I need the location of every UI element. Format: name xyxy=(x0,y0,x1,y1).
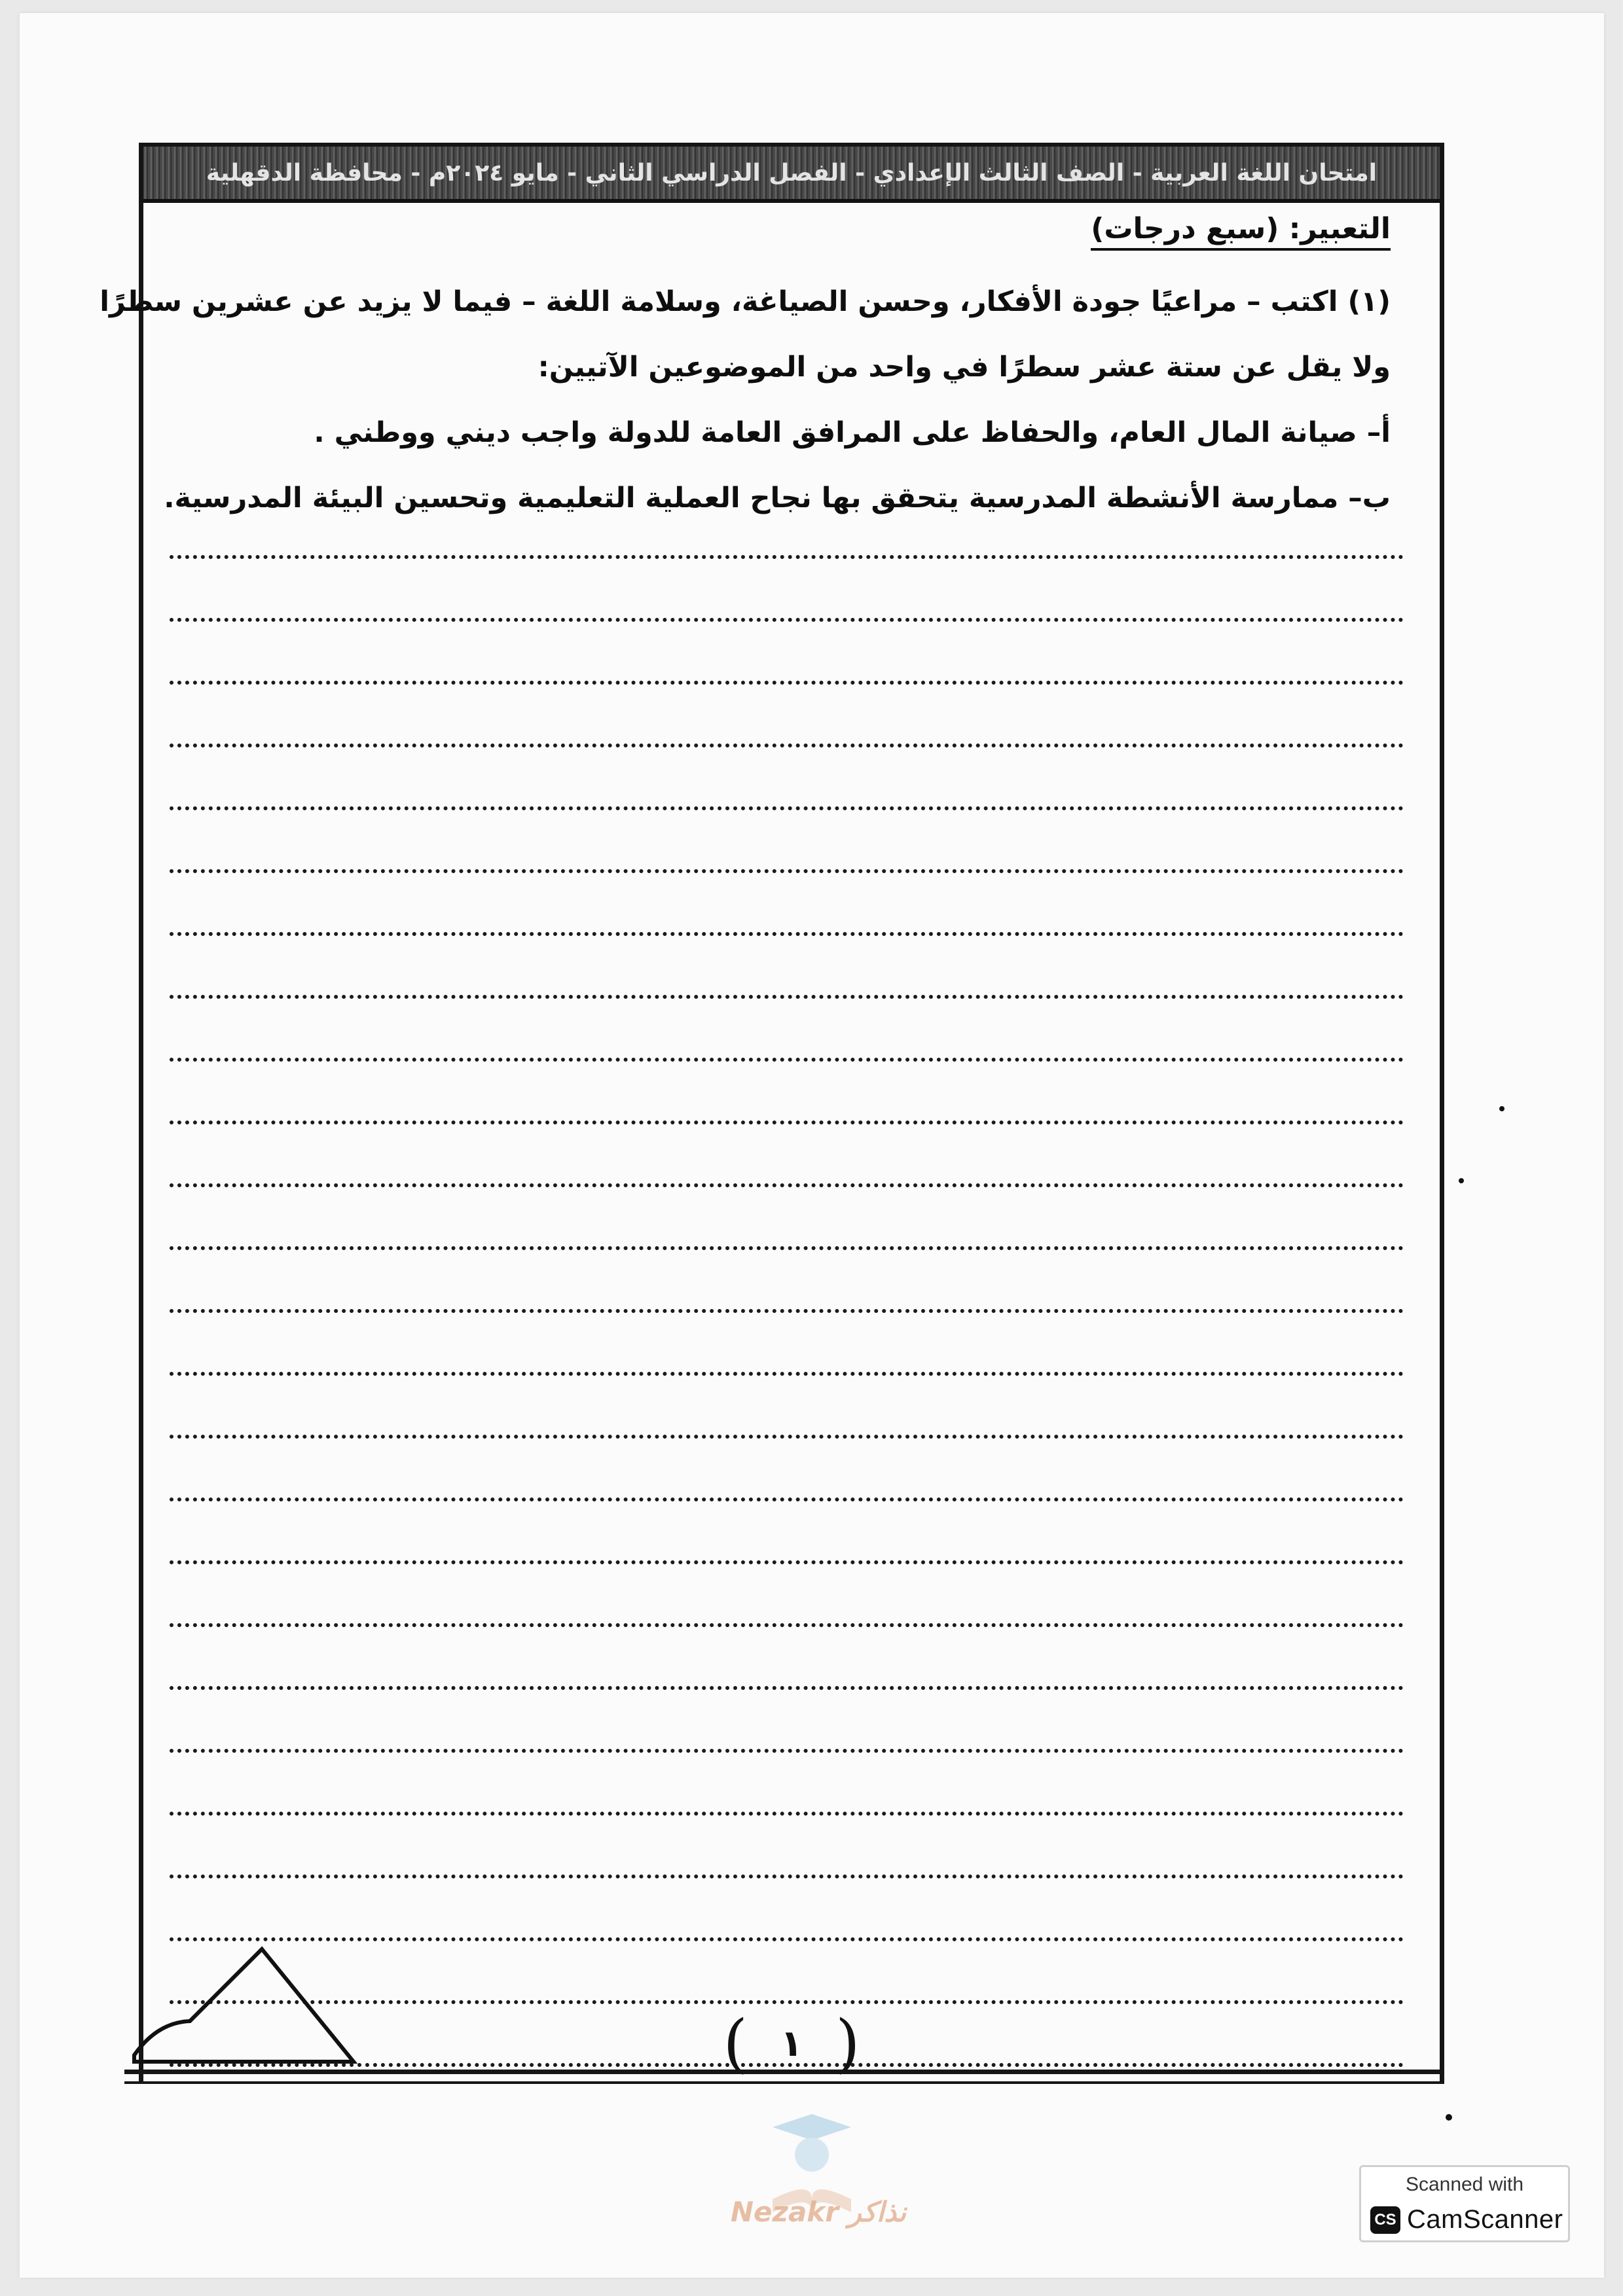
bracket-close: ) xyxy=(723,2007,748,2080)
answer-line xyxy=(170,1495,1404,1501)
answer-line xyxy=(170,678,1404,685)
watermark-text: Nezakr نذاكر xyxy=(730,2196,907,2228)
camscanner-badge xyxy=(1359,2165,1570,2242)
answer-line xyxy=(170,1118,1404,1124)
answer-line xyxy=(170,1935,1404,1941)
scanned-with-caption: Scanned with xyxy=(1405,2174,1524,2195)
camscanner-brand-row xyxy=(1370,2205,1563,2234)
answer-line xyxy=(170,1872,1404,1878)
answer-line xyxy=(170,1683,1404,1690)
question-line-2: ولا يقل عن ستة عشر سطرًا في واحد من الموضوعين الآتيين: xyxy=(538,351,1391,384)
exam-header-bar xyxy=(143,147,1440,203)
frame-bottom-rule-thin xyxy=(124,2081,1440,2084)
answer-line xyxy=(170,1746,1404,1753)
answer-line xyxy=(170,1621,1404,1627)
camscanner-logo-icon: CS xyxy=(1370,2206,1400,2234)
answer-line xyxy=(170,1558,1404,1564)
exam-header-text: امتحان اللغة العربية - الصف الثالث الإعدادي - الفصل الدراسي الثاني - مايو ٢٠٢٤م - محافظة الدقهلية xyxy=(206,159,1377,187)
corner-triangle-mark xyxy=(131,1944,367,2068)
camscanner-brand: CamScanner xyxy=(1407,2205,1563,2234)
page-number: ١ xyxy=(780,2022,803,2065)
question-line-1: (١) اكتب – مراعيًا جودة الأفكار، وحسن الصياغة، وسلامة اللغة – فيما لا يزيد عن عشرين سطرًا xyxy=(100,285,1391,318)
answer-line xyxy=(170,929,1404,936)
answer-line xyxy=(170,1809,1404,1816)
answer-line xyxy=(170,1055,1404,1062)
exam-frame xyxy=(100,143,1444,2084)
answer-line xyxy=(170,1181,1404,1187)
answer-line xyxy=(170,992,1404,999)
page-number-box xyxy=(723,2007,860,2080)
answer-line xyxy=(170,1244,1404,1250)
topic-a: أ– صيانة المال العام، والحفاظ على المرافق العامة للدولة واجب ديني ووطني . xyxy=(314,416,1391,449)
answer-line xyxy=(170,552,1404,559)
answer-line xyxy=(170,867,1404,873)
answer-line xyxy=(170,741,1404,747)
section-title: التعبير: (سبع درجات) xyxy=(1091,212,1391,251)
scan-speck xyxy=(1499,1106,1504,1111)
question-block xyxy=(100,212,1391,531)
answer-line xyxy=(170,1369,1404,1376)
topic-b: ب– ممارسة الأنشطة المدرسية يتحقق بها نجاح العملية التعليمية وتحسين البيئة المدرسية. xyxy=(164,482,1391,514)
bracket-open: ( xyxy=(835,2007,860,2080)
answer-line xyxy=(170,1306,1404,1313)
answer-line xyxy=(170,804,1404,810)
answer-line xyxy=(170,1432,1404,1439)
answer-line xyxy=(170,615,1404,622)
answer-lines xyxy=(170,552,1404,2123)
scan-speck xyxy=(1446,2114,1452,2121)
frame-bottom-rule xyxy=(124,2070,1440,2074)
scan-speck xyxy=(1459,1178,1464,1183)
